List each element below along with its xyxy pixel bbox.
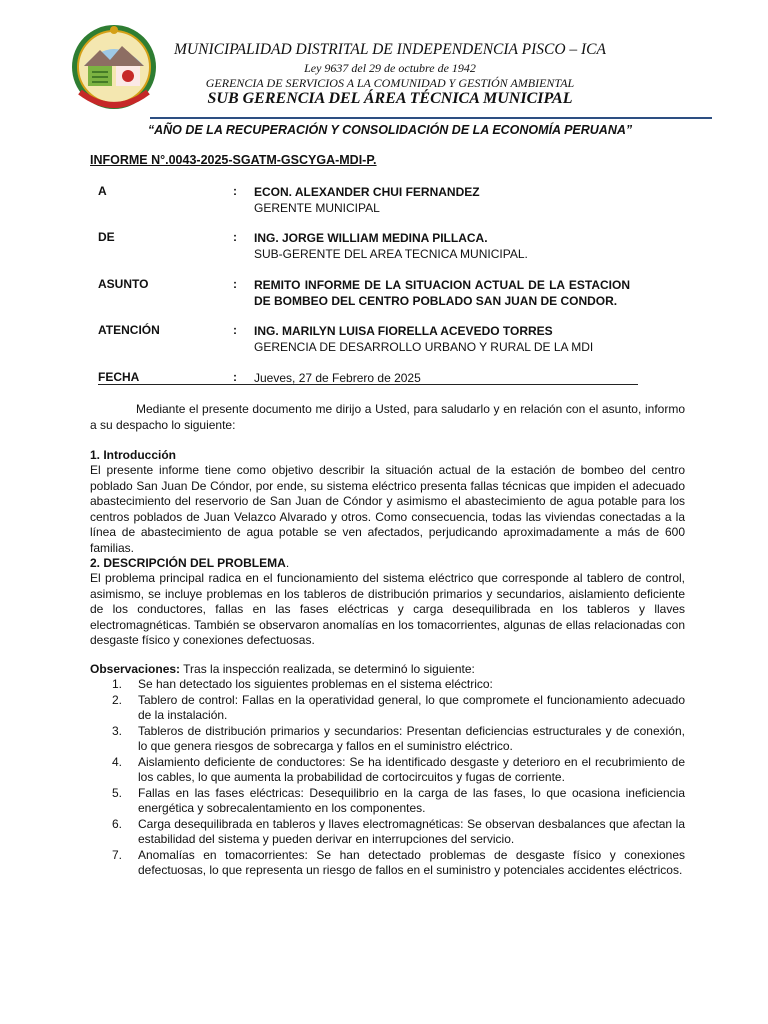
list-item-number: 7.: [112, 847, 123, 862]
section-2-title-suffix: .: [285, 556, 290, 570]
field-value: [254, 323, 634, 355]
field-label: FECHA: [98, 370, 140, 384]
header-divider: [150, 117, 712, 119]
list-item: [90, 817, 685, 848]
section-2-title: [90, 556, 289, 570]
department-name: GERENCIA DE SERVICIOS A LA COMUNIDAD Y GESTIÓN AMBIENTAL: [205, 76, 575, 90]
field-colon: :: [233, 230, 237, 244]
field-colon: :: [233, 277, 237, 291]
list-item-number: 6.: [112, 816, 123, 831]
list-item-number: 4.: [112, 754, 123, 769]
field-colon: :: [233, 323, 237, 337]
section-1-title: 1. Introducción: [90, 448, 177, 462]
recipient-title: GERENTE MUNICIPAL: [254, 201, 380, 215]
list-item-text: Se han detectado los siguientes problemas en el sistema eléctrico:: [138, 677, 493, 691]
attention-department: GERENCIA DE DESARROLLO URBANO Y RURAL DE LA MDI: [254, 340, 594, 354]
field-colon: :: [233, 184, 237, 198]
observations-intro: [90, 662, 685, 678]
field-label: A: [98, 184, 107, 198]
list-item: [90, 677, 685, 693]
sender-name: ING. JORGE WILLIAM MEDINA PILLACA.: [254, 231, 488, 245]
subject-line-1: REMITO INFORME DE LA SITUACION ACTUAL DE LA ESTACION: [254, 278, 630, 292]
observations-list: [90, 677, 685, 879]
list-item: [90, 755, 685, 786]
field-colon: :: [233, 370, 237, 384]
list-item-text: Fallas en las fases eléctricas: Desequilibrio en la carga de las fases, lo que ocasiona ineficiencia energética y sobrecalentamiento en los componentes.: [138, 785, 685, 815]
section-2-body: El problema principal radica en el funcionamiento del sistema eléctrico que corresponde al tablero de control, asimismo, se incluye problemas en los tableros de distribución primarios y secundarios, aislamiento deficiente de los conductores, fallas en las fases eléctricas y carga desequilibrada en los tableros y llaves electromagnéticas. También se observaron anomalías en los tomacorrientes, algunas de ellas relacionadas con desgaste físico y conexiones defectuosas.: [90, 571, 685, 647]
recipient-name: ECON. ALEXANDER CHUI FERNANDEZ: [254, 185, 480, 199]
field-value: [254, 184, 634, 216]
list-item-number: 2.: [112, 692, 123, 707]
fields-divider: [98, 384, 638, 385]
sender-title: SUB-GERENTE DEL AREA TECNICA MUNICIPAL.: [254, 247, 528, 261]
list-item-text: Carga desequilibrada en tableros y llaves electromagnéticas: Se observan desbalances que afectan la estabilidad del sistema y pueden derivar en interrupciones del servicio.: [138, 816, 685, 846]
law-reference: Ley 9637 del 29 de octubre de 1942: [304, 61, 476, 75]
subdepartment-name: SUB GERENCIA DEL ÁREA TÉCNICA MUNICIPAL: [207, 90, 573, 107]
document-date: Jueves, 27 de Febrero de 2025: [254, 371, 421, 385]
list-item-number: 3.: [112, 723, 123, 738]
field-value: [254, 230, 634, 262]
year-motto: “AÑO DE LA RECUPERACIÓN Y CONSOLIDACIÓN DE LA ECONOMÍA PERUANA”: [147, 123, 633, 137]
list-item-text: Tablero de control: Fallas en la operatividad general, lo que compromete el funcionamiento adecuado de la instalación.: [138, 692, 685, 722]
field-label: DE: [98, 230, 115, 244]
list-item-text: Tableros de distribución primarios y secundarios: Presentan deficiencias estructurales y de conexión, lo que genera riesgos de sobrecarga y fallos en el suministro eléctrico.: [138, 723, 685, 753]
list-item-number: 1.: [112, 677, 123, 691]
report-number: INFORME N°.0043-2025-SGATM-GSCYGA-MDI-P.: [90, 153, 377, 167]
field-label: ATENCIÓN: [98, 323, 160, 337]
observations-intro-text: Tras la inspección realizada, se determinó lo siguiente:: [180, 662, 475, 676]
list-item-text: Aislamiento deficiente de conductores: Se ha identificado desgaste y deterioro en el recubrimiento de los cables, lo que aumenta la probabilidad de cortocircuitos y fugas de corriente.: [138, 754, 685, 784]
list-item-number: 5.: [112, 785, 123, 800]
section-1-body: El presente informe tiene como objetivo describir la situación actual de la estación de bombeo del centro poblado San Juan De Cóndor, por ende, su sistema eléctrico presenta fallas técnicas que impiden el adecuado abastecimiento del reservorio de San Juan de Cóndor y asimismo el abastecimiento de agua potable para los centros poblados de Juan Velazco Alvarado y otros. Como consecuencia, todas las viviendas conectadas a la línea de abastecimiento de agua potable se ven afectados, perjudicando aproximadamente a más de 600 familias.: [90, 463, 685, 555]
municipality-name: MUNICIPALIDAD DISTRITAL DE INDEPENDENCIA PISCO – ICA: [174, 41, 606, 58]
list-item: [90, 848, 685, 879]
list-item: [90, 724, 685, 755]
subject-line-2: DE BOMBEO DEL CENTRO POBLADO SAN JUAN DE CONDOR.: [254, 294, 618, 308]
attention-name: ING. MARILYN LUISA FIORELLA ACEVEDO TORRES: [254, 324, 553, 338]
section-2-title-text: 2. DESCRIPCIÓN DEL PROBLEMA: [90, 556, 286, 570]
field-label: ASUNTO: [98, 277, 149, 291]
field-value: [254, 277, 630, 309]
observations-label: Observaciones:: [90, 662, 181, 676]
list-item: [90, 693, 685, 724]
list-item-text: Anomalías en tomacorrientes: Se han detectado problemas de desgaste físico y conexiones defectuosas, lo que representa un riesgo de fallos en el suministro y potenciales accidentes eléctricos.: [138, 847, 685, 877]
list-item: [90, 786, 685, 817]
intro-paragraph: Mediante el presente documento me dirijo a Usted, para saludarlo y en relación con el asunto, informo a su despacho lo siguiente:: [90, 402, 685, 432]
